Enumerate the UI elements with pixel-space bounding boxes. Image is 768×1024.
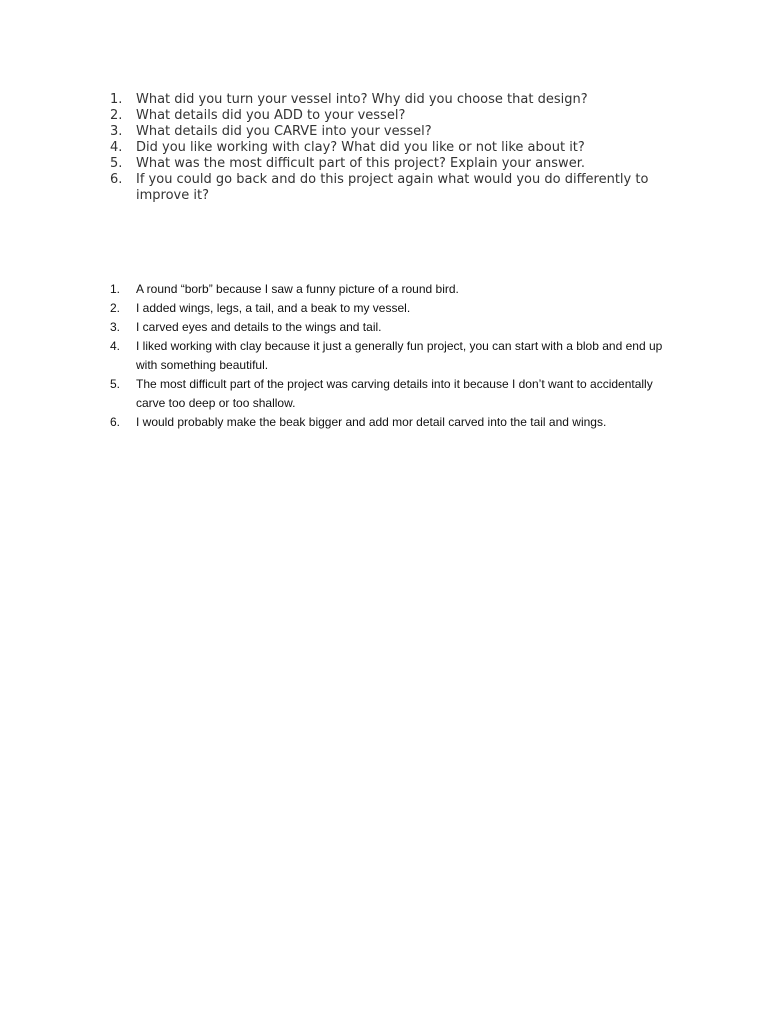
answer-number: 3. <box>110 320 121 334</box>
answer-item <box>110 280 680 299</box>
answer-text: The most difficult part of the project was carving details into it because I don’t want to accidentally carve too deep or too shallow. <box>136 377 653 410</box>
question-number: 4. <box>110 140 123 155</box>
answer-text: I liked working with clay because it just a generally fun project, you can start with a blob and end up with something beautiful. <box>136 339 663 372</box>
question-text: What did you turn your vessel into? Why did you choose that design? <box>136 92 588 107</box>
question-list <box>110 92 670 204</box>
answer-text: I carved eyes and details to the wings and tail. <box>136 320 382 334</box>
question-text: If you could go back and do this project again what would you do differently to improve it? <box>136 172 649 203</box>
question-item <box>110 92 670 108</box>
answer-number: 6. <box>110 415 121 429</box>
question-number: 1. <box>110 92 123 107</box>
answer-number: 4. <box>110 339 121 353</box>
answer-number: 2. <box>110 301 121 315</box>
question-text: What details did you CARVE into your vessel? <box>136 124 432 139</box>
question-item <box>110 140 670 156</box>
question-item <box>110 124 670 140</box>
question-text: Did you like working with clay? What did you like or not like about it? <box>136 140 585 155</box>
answer-text: A round “borb” because I saw a funny picture of a round bird. <box>136 282 459 296</box>
question-number: 3. <box>110 124 123 139</box>
answer-item <box>110 337 680 375</box>
question-item <box>110 172 670 204</box>
question-number: 2. <box>110 108 123 123</box>
answer-list <box>110 280 680 432</box>
answer-item <box>110 318 680 337</box>
answer-item <box>110 413 680 432</box>
answer-item <box>110 375 680 413</box>
question-item <box>110 108 670 124</box>
question-item <box>110 156 670 172</box>
question-number: 6. <box>110 172 123 187</box>
answer-number: 5. <box>110 377 121 391</box>
question-number: 5. <box>110 156 123 171</box>
answer-text: I would probably make the beak bigger and add mor detail carved into the tail and wings. <box>136 415 607 429</box>
answer-number: 1. <box>110 282 121 296</box>
answer-item <box>110 299 680 318</box>
question-text: What was the most difficult part of this project? Explain your answer. <box>136 156 585 171</box>
answer-text: I added wings, legs, a tail, and a beak to my vessel. <box>136 301 411 315</box>
question-text: What details did you ADD to your vessel? <box>136 108 406 123</box>
